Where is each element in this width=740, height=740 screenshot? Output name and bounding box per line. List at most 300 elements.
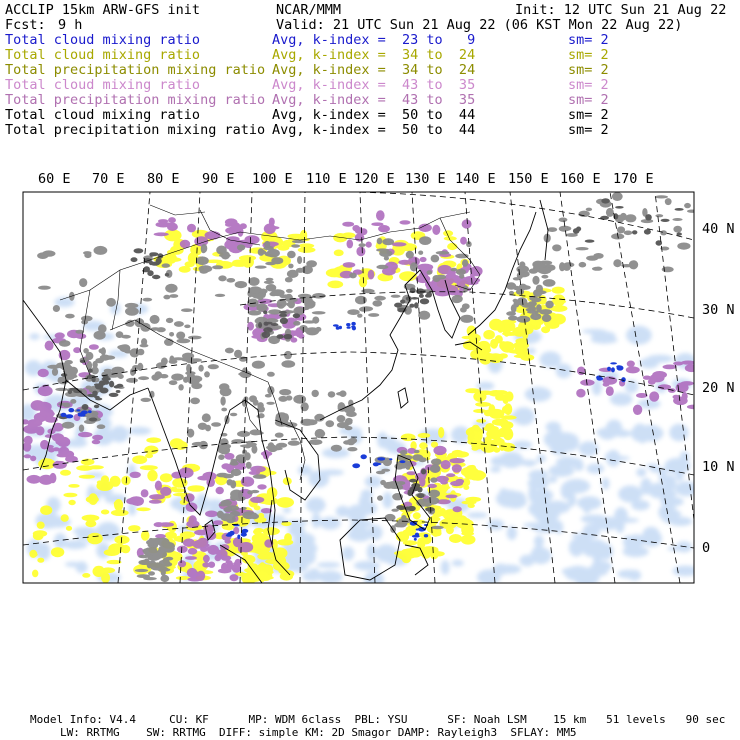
blue-cloud: [414, 538, 417, 541]
yellow-cloud: [501, 415, 517, 419]
light-blue-cloud: [302, 571, 322, 581]
light-blue-cloud: [317, 562, 341, 568]
grey-cloud: [181, 308, 193, 312]
purple-precip: [225, 597, 236, 605]
dark-grey-cloud: [632, 230, 637, 234]
yellow-cloud: [114, 535, 129, 544]
light-blue-cloud: [320, 517, 341, 530]
longitude-label: 80 E: [147, 171, 180, 187]
blue-cloud: [68, 408, 74, 412]
dark-grey-cloud: [677, 232, 682, 235]
purple-precip: [149, 500, 162, 504]
yellow-cloud: [553, 294, 566, 306]
yellow-cloud: [440, 484, 447, 493]
light-blue-cloud: [298, 465, 312, 475]
grey-cloud: [143, 577, 157, 580]
grey-cloud: [687, 210, 697, 213]
yellow-cloud: [256, 544, 265, 555]
yellow-cloud: [257, 570, 274, 575]
dark-grey-cloud: [165, 273, 169, 276]
grey-cloud: [276, 412, 288, 420]
yellow-cloud: [489, 319, 503, 331]
grey-cloud: [98, 324, 107, 333]
longitude-label: 110 E: [306, 171, 347, 187]
dark-grey-cloud: [149, 252, 154, 256]
valid-time: Valid: 21 UTC Sun 21 Aug 22 (06 KST Mon 22 Aug 22): [276, 17, 683, 33]
dark-grey-cloud: [661, 219, 670, 222]
yellow-cloud: [334, 250, 344, 257]
dark-grey-cloud: [61, 373, 67, 376]
grey-cloud: [374, 296, 386, 301]
dark-grey-cloud: [675, 208, 684, 211]
yellow-cloud: [413, 512, 421, 519]
yellow-cloud: [493, 438, 505, 446]
purple-precip: [223, 598, 237, 603]
purple-precip: [225, 596, 237, 605]
blue-cloud: [76, 409, 80, 411]
dark-grey-cloud: [416, 288, 425, 294]
yellow-cloud: [30, 553, 38, 557]
purple-precip: [269, 218, 275, 226]
grey-cloud: [436, 251, 450, 255]
grey-cloud: [234, 350, 242, 358]
grey-cloud: [156, 327, 165, 332]
yellow-cloud: [288, 234, 305, 239]
grey-cloud: [418, 251, 423, 255]
yellow-cloud: [475, 402, 491, 407]
grey-cloud: [65, 314, 75, 319]
purple-precip: [203, 555, 210, 563]
light-blue-cloud: [283, 507, 291, 513]
yellow-cloud: [136, 507, 150, 511]
grey-cloud: [372, 300, 382, 306]
yellow-cloud: [140, 465, 158, 470]
grey-cloud: [137, 349, 144, 356]
yellow-cloud: [172, 488, 186, 492]
yellow-cloud: [476, 353, 494, 358]
purple-precip: [673, 362, 683, 366]
grey-cloud: [560, 226, 572, 231]
purple-precip: [92, 440, 101, 445]
grey-cloud: [201, 244, 207, 253]
yellow-cloud: [430, 551, 444, 556]
grey-cloud: [613, 259, 621, 267]
purple-precip: [141, 489, 149, 497]
yellow-cloud: [517, 350, 527, 357]
grey-cloud: [150, 315, 160, 324]
legend-avg-3: Avg, k-index = 43 to 35: [272, 77, 476, 93]
grey-cloud: [419, 236, 431, 245]
longitude-label: 90 E: [202, 171, 235, 187]
longitude-label: 120 E: [354, 171, 395, 187]
grey-cloud: [256, 303, 267, 312]
yellow-cloud: [82, 515, 100, 522]
legend-avg-5: Avg, k-index = 50 to 44: [272, 107, 476, 123]
light-blue-cloud: [555, 521, 563, 534]
blue-cloud: [237, 535, 240, 540]
light-blue-cloud: [382, 492, 393, 509]
purple-precip: [92, 435, 103, 441]
dark-grey-cloud: [143, 266, 150, 272]
org-label: NCAR/MMM: [276, 2, 342, 18]
purple-precip: [89, 344, 99, 350]
purple-precip: [633, 405, 642, 415]
dark-grey-cloud: [421, 469, 426, 475]
yellow-cloud: [93, 566, 106, 577]
grey-cloud: [59, 340, 71, 347]
light-blue-cloud: [365, 476, 383, 488]
purple-precip: [223, 598, 238, 604]
grey-cloud: [225, 348, 234, 354]
dark-grey-cloud: [263, 311, 267, 315]
yellow-cloud: [107, 560, 122, 564]
grey-cloud: [212, 265, 223, 269]
grey-cloud: [219, 383, 230, 391]
grey-cloud: [347, 447, 357, 451]
grey-cloud: [519, 284, 527, 291]
light-blue-cloud: [558, 432, 575, 447]
purple-precip: [342, 222, 354, 227]
light-blue-cloud: [540, 351, 562, 367]
light-blue-cloud: [306, 497, 326, 513]
yellow-cloud: [483, 330, 495, 340]
grey-cloud: [576, 247, 589, 250]
purple-precip: [207, 545, 219, 555]
purple-precip: [27, 419, 42, 427]
purple-precip: [226, 595, 237, 605]
dark-grey-cloud: [293, 313, 300, 318]
yellow-cloud: [40, 505, 52, 515]
light-blue-cloud: [618, 486, 642, 503]
grey-cloud: [383, 482, 394, 489]
grey-cloud: [412, 454, 423, 460]
grey-cloud: [400, 450, 408, 455]
legend-name-5: Total cloud mixing ratio: [5, 107, 201, 123]
purple-precip: [427, 484, 437, 488]
grey-cloud: [359, 243, 366, 247]
grey-cloud: [165, 557, 173, 561]
grey-cloud: [312, 311, 326, 314]
grey-cloud: [405, 461, 411, 470]
yellow-cloud: [276, 497, 294, 508]
grey-cloud: [376, 248, 389, 251]
yellow-cloud: [513, 342, 529, 350]
blue-cloud: [347, 326, 351, 329]
light-blue-cloud: [490, 467, 501, 473]
yellow-cloud: [501, 421, 514, 429]
light-blue-cloud: [293, 533, 315, 547]
grey-cloud: [246, 462, 252, 469]
dark-grey-cloud: [601, 198, 610, 203]
yellow-cloud: [471, 425, 480, 433]
purple-precip: [149, 494, 165, 500]
grey-cloud: [52, 368, 58, 376]
purple-precip: [23, 442, 31, 452]
grey-cloud: [163, 295, 170, 300]
grey-cloud: [655, 195, 668, 198]
yellow-cloud: [503, 428, 513, 440]
grey-cloud: [198, 365, 203, 372]
yellow-cloud: [111, 510, 129, 516]
purple-precip: [224, 595, 236, 605]
grey-cloud: [312, 390, 319, 397]
light-blue-cloud: [319, 469, 344, 475]
purple-precip: [456, 479, 465, 484]
yellow-cloud: [495, 394, 506, 401]
yellow-cloud: [37, 522, 45, 529]
purple-precip: [154, 232, 169, 236]
blue-cloud: [424, 534, 428, 537]
dark-grey-cloud: [279, 311, 287, 314]
grey-cloud: [559, 218, 568, 223]
legend-avg-1: Avg, k-index = 34 to 24: [272, 47, 476, 63]
legend-sm-5: sm= 2: [568, 107, 609, 123]
grey-cloud: [328, 391, 336, 397]
grey-cloud: [288, 264, 293, 269]
grey-cloud: [455, 254, 468, 259]
grey-cloud: [251, 445, 257, 454]
yellow-cloud: [88, 465, 104, 469]
grey-cloud: [346, 411, 357, 417]
grey-cloud: [218, 275, 226, 281]
legend-sm-1: sm= 2: [568, 47, 609, 63]
grey-cloud: [55, 388, 68, 391]
dark-grey-cloud: [417, 493, 424, 498]
grey-cloud: [586, 208, 592, 212]
yellow-cloud: [82, 573, 90, 578]
grey-cloud: [154, 550, 167, 558]
yellow-cloud: [128, 525, 140, 531]
dark-grey-cloud: [131, 257, 138, 262]
grey-cloud: [361, 289, 374, 293]
purple-precip: [196, 571, 205, 581]
longitude-label: 60 E: [38, 171, 71, 187]
dark-grey-cloud: [99, 380, 106, 386]
grey-cloud: [166, 318, 173, 323]
grey-cloud: [211, 422, 221, 427]
purple-precip: [221, 463, 230, 469]
grey-cloud: [70, 399, 76, 404]
purple-precip: [226, 598, 234, 604]
purple-precip: [36, 426, 45, 435]
light-blue-cloud: [498, 565, 521, 574]
grey-cloud: [350, 438, 358, 444]
grey-cloud: [265, 251, 278, 257]
grey-cloud: [533, 290, 546, 294]
grey-cloud: [286, 289, 293, 293]
grey-cloud: [186, 359, 197, 362]
blue-cloud: [229, 531, 234, 536]
grey-cloud: [205, 425, 211, 432]
model-info-line2: LW: RRTMG SW: RRTMG DIFF: simple KM: 2D Smagor DAMP: Rayleigh3 SFLAY: MM5: [60, 726, 577, 739]
grey-cloud: [430, 465, 441, 473]
grey-cloud: [231, 469, 242, 476]
purple-precip: [368, 270, 375, 280]
purple-precip: [224, 597, 238, 603]
grey-cloud: [38, 286, 51, 290]
grey-cloud: [257, 415, 265, 419]
purple-precip: [38, 369, 49, 377]
light-blue-cloud: [558, 456, 576, 467]
grey-cloud: [275, 433, 284, 438]
grey-cloud: [271, 257, 283, 264]
yellow-cloud: [333, 233, 347, 242]
grey-cloud: [177, 339, 191, 344]
legend-sm-4: sm= 2: [568, 92, 609, 108]
purple-precip: [227, 598, 233, 605]
yellow-cloud: [180, 531, 195, 538]
yellow-cloud: [399, 553, 411, 560]
light-blue-cloud: [441, 560, 450, 575]
dark-grey-cloud: [95, 398, 102, 401]
purple-precip: [222, 598, 237, 604]
grey-cloud: [624, 231, 633, 236]
yellow-cloud: [165, 532, 177, 539]
grey-cloud: [79, 278, 87, 287]
longitude-label: 160 E: [560, 171, 601, 187]
purple-precip: [208, 562, 215, 568]
grey-cloud: [237, 431, 250, 437]
yellow-cloud: [474, 391, 483, 400]
dark-grey-cloud: [425, 507, 435, 512]
legend-avg-0: Avg, k-index = 23 to 9: [272, 32, 476, 48]
dark-grey-cloud: [102, 377, 111, 381]
grey-cloud: [248, 277, 259, 286]
yellow-cloud: [476, 419, 486, 423]
yellow-cloud: [500, 341, 514, 352]
yellow-cloud: [110, 476, 121, 487]
purple-precip: [24, 454, 31, 458]
purple-precip: [48, 448, 55, 453]
grey-cloud: [513, 277, 520, 280]
light-blue-cloud: [342, 547, 355, 561]
purple-precip: [257, 484, 266, 489]
grey-cloud: [384, 256, 389, 260]
model-info-line1: Model Info: V4.4 CU: KF MP: WDM 6class PBL: YSU SF: Noah LSM 15 km 51 levels 90 sec: [30, 713, 726, 726]
purple-precip: [168, 217, 176, 223]
grey-cloud: [309, 439, 323, 445]
grey-cloud: [672, 218, 682, 221]
grey-cloud: [79, 425, 84, 432]
light-blue-cloud: [605, 456, 631, 461]
light-blue-cloud: [512, 460, 538, 466]
yellow-cloud: [446, 526, 454, 534]
grey-cloud: [279, 389, 291, 395]
grey-cloud: [266, 278, 274, 281]
yellow-cloud: [541, 326, 550, 333]
grey-cloud: [248, 310, 261, 315]
legend-name-3: Total cloud mixing ratio: [5, 77, 201, 93]
blue-cloud: [352, 326, 356, 330]
longitude-label: 130 E: [405, 171, 446, 187]
latitude-label: 40 N: [702, 221, 735, 237]
light-blue-cloud: [289, 561, 309, 572]
grey-cloud: [267, 386, 274, 395]
purple-precip: [228, 596, 234, 605]
dark-grey-cloud: [149, 260, 153, 265]
purple-precip: [668, 388, 676, 393]
grey-cloud: [534, 263, 546, 268]
purple-precip: [399, 220, 410, 224]
grey-cloud: [431, 459, 442, 466]
purple-precip: [160, 487, 171, 496]
purple-precip: [366, 242, 372, 248]
yellow-cloud: [187, 485, 204, 492]
yellow-cloud: [277, 539, 293, 545]
grey-cloud: [237, 456, 246, 464]
purple-precip: [227, 596, 234, 605]
grey-cloud: [220, 438, 229, 447]
yellow-cloud: [454, 451, 469, 457]
grey-cloud: [349, 273, 357, 279]
purple-precip: [453, 506, 462, 512]
grey-cloud: [303, 320, 317, 323]
yellow-cloud: [472, 447, 479, 451]
grey-cloud: [508, 316, 518, 321]
grey-cloud: [541, 275, 548, 279]
grey-cloud: [240, 444, 253, 447]
dark-grey-cloud: [409, 304, 414, 308]
grey-cloud: [545, 301, 553, 309]
yellow-cloud: [179, 266, 191, 273]
grey-cloud: [665, 198, 672, 205]
purple-precip: [626, 366, 640, 373]
grey-cloud: [418, 311, 430, 320]
blue-cloud: [361, 454, 367, 459]
dark-grey-cloud: [419, 294, 424, 298]
purple-precip: [652, 371, 667, 379]
grey-cloud: [251, 490, 260, 493]
light-blue-cloud: [534, 535, 544, 547]
grey-cloud: [190, 398, 200, 405]
light-blue-cloud: [587, 463, 605, 473]
yellow-cloud: [327, 281, 343, 289]
yellow-cloud: [147, 470, 157, 481]
grey-cloud: [223, 507, 231, 512]
blue-cloud: [356, 464, 360, 468]
purple-precip: [178, 560, 186, 567]
longitude-label: 170 E: [613, 171, 654, 187]
light-blue-cloud: [367, 544, 376, 560]
grey-cloud: [135, 569, 148, 572]
grey-cloud: [280, 294, 293, 298]
grey-cloud: [431, 526, 444, 529]
light-blue-cloud: [320, 571, 338, 576]
grey-cloud: [202, 413, 211, 422]
light-blue-cloud: [616, 431, 625, 437]
init-time: Init: 12 UTC Sun 21 Aug 22: [515, 2, 727, 18]
grey-cloud: [119, 344, 130, 352]
grey-cloud: [368, 313, 379, 317]
grey-cloud: [160, 575, 169, 582]
grey-cloud: [422, 500, 432, 507]
light-blue-cloud: [628, 570, 641, 581]
purple-precip: [223, 598, 238, 602]
purple-precip: [356, 247, 365, 257]
grey-cloud: [606, 208, 614, 217]
yellow-cloud: [144, 446, 158, 455]
grey-cloud: [263, 246, 274, 250]
grey-cloud: [462, 303, 470, 309]
blue-cloud: [616, 365, 621, 368]
purple-precip: [577, 367, 585, 376]
grey-cloud: [184, 325, 190, 329]
purple-precip: [240, 223, 247, 229]
legend-name-0: Total cloud mixing ratio: [5, 32, 201, 48]
dark-grey-cloud: [585, 240, 595, 243]
yellow-cloud: [32, 570, 38, 578]
grey-cloud: [673, 226, 682, 233]
